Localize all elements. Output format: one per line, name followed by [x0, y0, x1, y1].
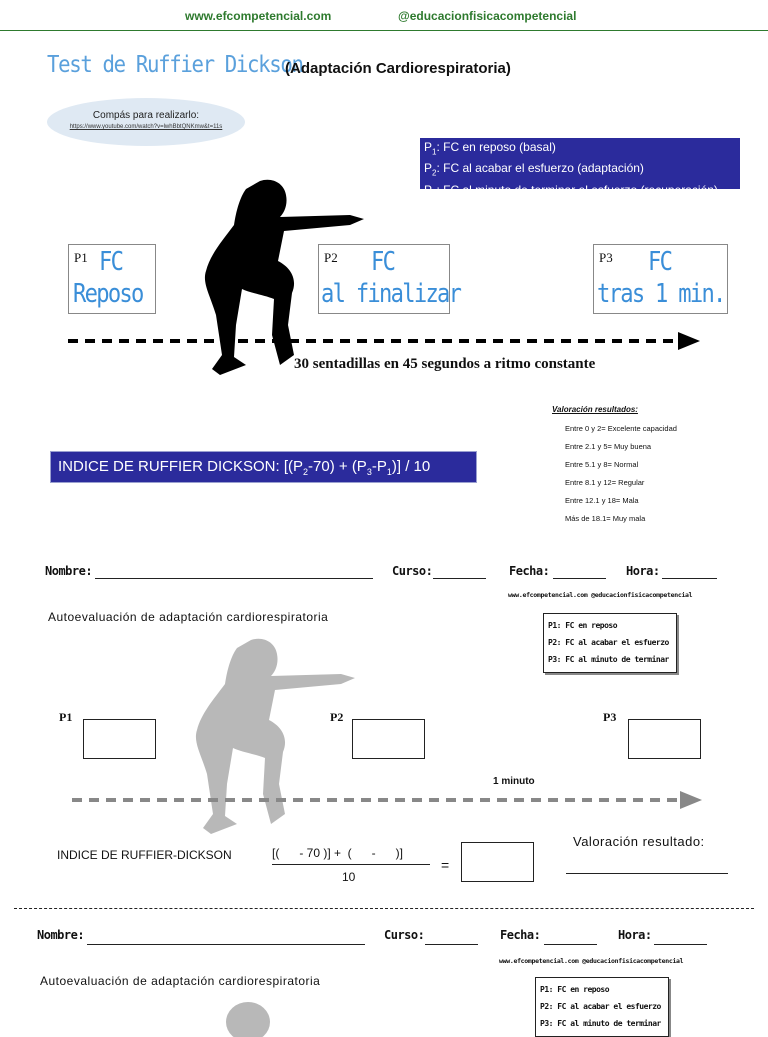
curso-field[interactable] — [433, 578, 486, 579]
squat-caption: 30 sentadillas en 45 segundos a ritmo constante — [294, 356, 596, 372]
autoevaluacion-title: Autoevaluación de adaptación cardiorespiratoria — [48, 610, 329, 624]
compas-url-link[interactable]: https://www.youtube.com/watch?v=lwhBbtQNKmw&t=11s — [69, 124, 223, 130]
p3-input-box[interactable] — [628, 719, 701, 759]
page-subtitle: (Adaptación Cardiorespiratoria) — [285, 60, 511, 77]
result-input-box[interactable] — [461, 842, 534, 882]
hora-field-2[interactable] — [654, 944, 707, 945]
curso-label-2: Curso: — [384, 928, 425, 942]
equals-sign: = — [441, 857, 450, 873]
legend-small-p3-2: P3: FC al minuto de terminar — [540, 1019, 661, 1028]
legend-small-p2: P2: FC al acabar el esfuerzo — [548, 638, 669, 647]
p2-form-label: P2 — [330, 710, 344, 724]
timeline-arrow-grey — [70, 790, 706, 810]
fecha-field-2[interactable] — [544, 944, 597, 945]
p3-label: P3 — [599, 250, 613, 265]
p3-line2: tras 1 min. — [597, 279, 725, 309]
nombre-field[interactable] — [95, 578, 373, 579]
social-handle[interactable]: @educacionfisicacompetencial — [398, 9, 577, 23]
legend-small-box — [543, 613, 677, 673]
hora-label-2: Hora: — [618, 928, 652, 942]
hora-field[interactable] — [662, 578, 717, 579]
valoracion-resultado-field[interactable] — [566, 873, 728, 874]
indice-denominator: 10 — [342, 870, 356, 884]
valoracion-item: Entre 5.1 y 8= Normal — [565, 460, 639, 469]
legend-small-p2-2: P2: FC al acabar el esfuerzo — [540, 1002, 661, 1011]
p3-form-label: P3 — [603, 710, 617, 724]
p3-line1: FC — [648, 247, 672, 277]
compas-label: Compás para realizarlo: — [92, 110, 200, 121]
fecha-field[interactable] — [553, 578, 606, 579]
p1-line2: Reposo — [73, 279, 143, 309]
valoracion-item: Más de 18.1= Muy mala — [565, 514, 646, 523]
hora-label: Hora: — [626, 564, 660, 578]
page-title: Test de Ruffier Dickson — [47, 52, 303, 78]
website-link[interactable]: www.efcompetencial.com — [185, 9, 332, 23]
p2-box — [318, 244, 461, 314]
timeline-arrow — [66, 330, 706, 354]
autoevaluacion-title-2: Autoevaluación de adaptación cardiorespiratoria — [40, 974, 321, 988]
p1-form-label: P1 — [59, 710, 73, 724]
top-bar — [0, 0, 768, 31]
fecha-label: Fecha: — [509, 564, 550, 578]
fraction-bar — [272, 864, 430, 865]
squat-silhouette-grey-icon — [186, 634, 366, 844]
legend-small-p3: P3: FC al minuto de terminar — [548, 655, 669, 664]
curso-field-2[interactable] — [425, 944, 478, 945]
p1-box — [68, 244, 156, 314]
p2-line1: FC — [371, 247, 395, 277]
nombre-label-2: Nombre: — [37, 928, 85, 942]
legend-p1: $P_1$: FC en reposo (basal) — [424, 140, 556, 157]
compas-bubble — [47, 98, 245, 146]
p1-label: P1 — [74, 250, 88, 265]
form-weblink: www.efcompetencial.com @educacionfisicacompetencial — [508, 591, 693, 599]
legend-small-p1-2: P1: FC en reposo — [540, 985, 610, 994]
minuto-label: 1 minuto — [493, 776, 535, 787]
legend-small-p1: P1: FC en reposo — [548, 621, 618, 630]
p2-label: P2 — [324, 250, 338, 265]
valoracion-title: Valoración resultados: — [552, 405, 638, 414]
p2-line2: al finalizar — [321, 279, 461, 309]
fecha-label-2: Fecha: — [500, 928, 541, 942]
p2-input-box[interactable] — [352, 719, 425, 759]
nombre-field-2[interactable] — [87, 944, 365, 945]
curso-label: Curso: — [392, 564, 433, 578]
valoracion-item: Entre 12.1 y 18= Mala — [565, 496, 639, 505]
squat-head-grey-icon — [212, 1000, 272, 1024]
p1-input-box[interactable] — [83, 719, 156, 759]
valoracion-item: Entre 8.1 y 12= Regular — [565, 478, 645, 487]
p1-line1: FC — [99, 247, 123, 277]
valoracion-item: Entre 0 y 2= Excelente capacidad — [565, 424, 677, 433]
cut-line — [14, 908, 754, 909]
legend-p2: $P_2$: FC al acabar el esfuerzo (adaptación) — [424, 161, 644, 178]
legend-box — [420, 138, 740, 200]
legend-small-box-2 — [535, 977, 669, 1037]
p3-box — [593, 244, 728, 314]
nombre-label: Nombre: — [45, 564, 93, 578]
indice-label: INDICE DE RUFFIER-DICKSON — [57, 848, 232, 862]
valoracion-item: Entre 2.1 y 5= Muy buena — [565, 442, 652, 451]
valoracion-resultado-label: Valoración resultado: — [573, 834, 705, 849]
indice-numerator: [( - 70 )] + ( - )] — [272, 846, 404, 860]
form-weblink-2: www.efcompetencial.com @educacionfisicacompetencial — [499, 957, 684, 965]
formula-box: INDICE DE RUFFIER DICKSON: $[(P_2-70) + (P_3-P_1)] / 10$ — [50, 451, 477, 483]
legend-p3: $P_3$: FC al minuto de terminar el esfuerzo (recuperación) — [424, 182, 718, 200]
